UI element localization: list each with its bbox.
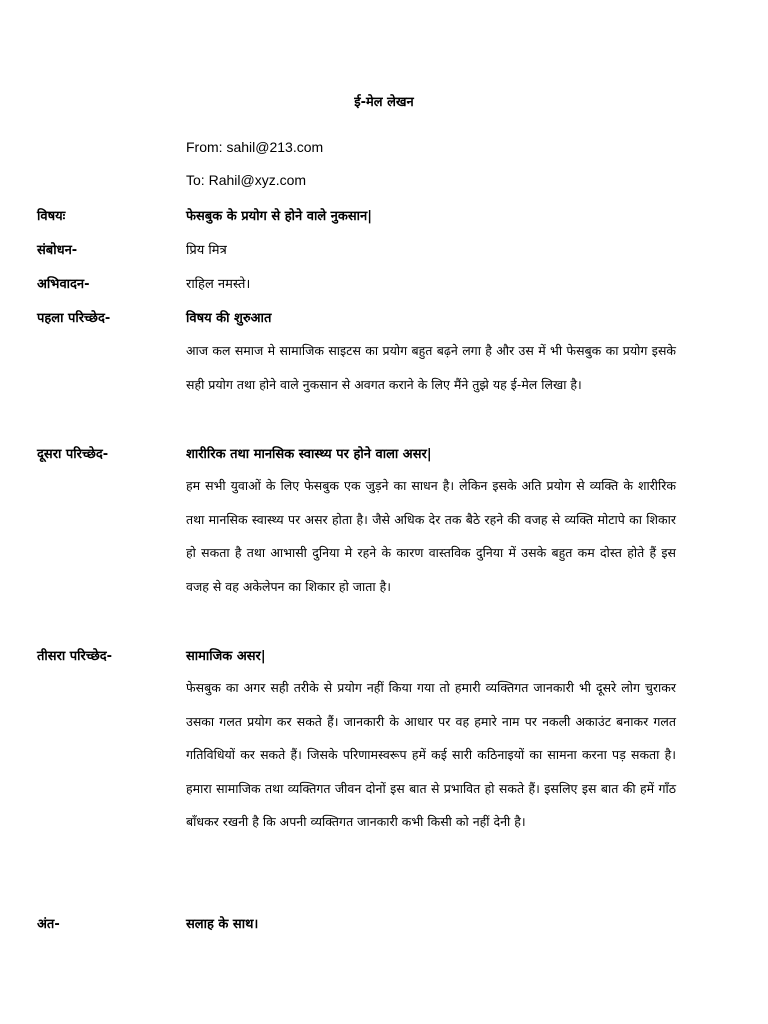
salutation-label: संबोधन- — [37, 243, 78, 258]
from-value: sahil@213.com — [226, 139, 324, 155]
para3-body: फेसबुक का अगर सही तरीके से प्रयोग नहीं किया गया तो हमारी व्यक्तिगत जानकारी भी दूसरे लोग चुराकर उसका गलत प्रयोग कर सकते हैं। जानकारी के आधार पर वह हमारे नाम पर नकली अकाउंट बनाकर गलत गतिविधियों कर सकते हैं। जिसके परिणामस्वरूप हमें कई सारी कठिनाइयों का सामना करना पड़ सकता है। हमारा सामाजिक तथा व्यक्तिगत जीवन दोनों इस बात से प्रभावित हो सकते हैं। इसलिए इस बात की हमें गाँठ बाँधकर रखनी है कि अपनी व्यक्तिगत जानकारी कभी किसी को नहीं देनी है। — [186, 680, 676, 829]
end-label: अंत- — [37, 917, 60, 932]
to-line — [186, 172, 306, 188]
para1-body: आज कल समाज मे सामाजिक साइटस का प्रयोग बहुत बढ़ने लगा है और उस में भी फेसबुक का प्रयोग इसके सही प्रयोग तथा होने वाले नुकसान से अवगत कराने के लिए मैंने तुझे यह ई-मेल लिखा है। — [186, 343, 676, 392]
subject-value: फेसबुक के प्रयोग से होने वाले नुकसान| — [186, 209, 372, 224]
para2-body: हम सभी युवाओं के लिए फेसबुक एक जुड़ने का साधन है। लेकिन इसके अति प्रयोग से व्यक्ति के शारीरिक तथा मानसिक स्वास्थ्य पर असर होता है। जैसे अधिक देर तक बैठे रहने की वजह से व्यक्ति मोटापे का शिकार हो सकता है तथा आभासी दुनिया मे रहने के कारण वास्तविक दुनिया में उसके बहुत कम दोस्त होते हैं इस वजह से वह अकेलेपन का शिकार हो जाता है। — [186, 478, 676, 594]
para3-label: तीसरा परिच्छेद- — [37, 649, 113, 664]
para2-label: दूसरा परिच्छेद- — [37, 447, 109, 462]
salutation-value: प्रिय मित्र — [186, 243, 227, 258]
para2-heading: शारीरिक तथा मानसिक स्वास्थ्य पर होने वाला असर| — [186, 447, 432, 462]
greeting-label: अभिवादन- — [37, 277, 90, 292]
from-line — [186, 139, 323, 155]
para1-label: पहला परिच्छेद- — [37, 311, 111, 326]
to-label: To: — [186, 172, 205, 188]
para1-heading: विषय की शुरुआत — [186, 311, 272, 326]
greeting-value: राहिल नमस्ते। — [186, 277, 251, 292]
from-label: From: — [186, 139, 223, 155]
to-value: Rahil@xyz.com — [208, 172, 307, 188]
page-title: ई-मेल लेखन — [354, 95, 414, 110]
end-value: सलाह के साथ। — [186, 917, 259, 932]
subject-label: विषयः — [37, 209, 66, 224]
para3-heading: सामाजिक असर| — [186, 649, 266, 664]
